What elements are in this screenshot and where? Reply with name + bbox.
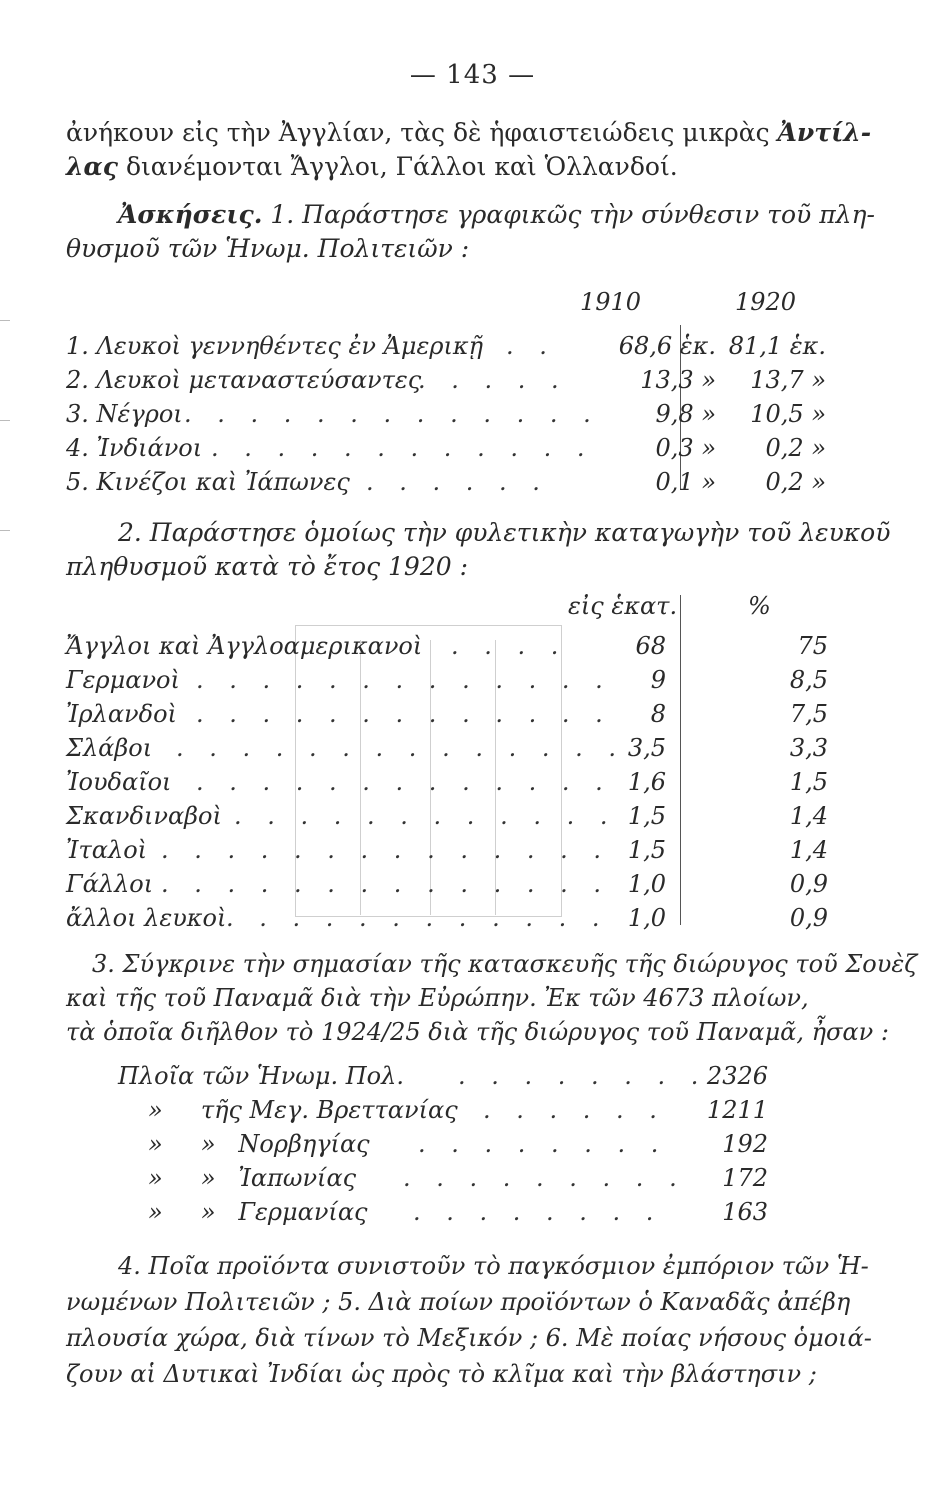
- leader-dots: . . . . . . . .: [413, 1198, 663, 1226]
- table2-row: [66, 700, 826, 730]
- margin-mark: [0, 530, 10, 537]
- table2-row: [66, 632, 826, 662]
- leader-dots: . . . . . . . . . . . . .: [184, 400, 600, 428]
- ships-row: [148, 1130, 778, 1160]
- intro-bold-word: Ἀντίλ-: [777, 118, 872, 147]
- ships-row: [118, 1062, 778, 1092]
- intro-text: διανέμονται Ἄγγλοι, Γάλλοι καὶ Ὁλλανδοί.: [118, 152, 678, 181]
- table2-row: [66, 904, 826, 934]
- exercise-1-text: 1. Παράστησε γραφικῶς τὴν σύνθεσιν τοῦ πλη-: [270, 200, 875, 229]
- leader-dots: . . . . . . . . . . . . . .: [161, 870, 610, 898]
- exercise-2-line-1: 2. Παράστησε ὁμοίως τὴν φυλετικὴν καταγωγὴν τοῦ λευκοῦ: [118, 518, 891, 547]
- ships-row-label: » » Νορβηγίας: [148, 1130, 370, 1158]
- table2-value-millions: 1,0: [627, 870, 666, 898]
- table2-row-label: Ἰρλανδοὶ: [66, 700, 177, 728]
- table2-row: [66, 666, 826, 696]
- exercise-4-line-2: νωμένων Πολιτειῶν ; 5. Διὰ ποίων προϊόντων ὁ Καναδᾶς ἀπέβη: [66, 1288, 851, 1316]
- leader-dots: . . . . . . . . . . . . .: [196, 768, 612, 796]
- ships-row: [148, 1164, 778, 1194]
- table2-value-percent: 0,9: [789, 870, 828, 898]
- table2-row-label: Ἄγγλοι καὶ Ἀγγλοαμερικανοὶ: [66, 632, 423, 660]
- table2-row-label: Ἰουδαῖοι: [66, 768, 172, 796]
- exercise-3-line-1: 3. Σύγκρινε τὴν σημασίαν τῆς κατασκευῆς τῆς διώρυγος τοῦ Σουὲζ: [92, 950, 918, 978]
- table1-header-1910: 1910: [580, 288, 642, 316]
- table1-row: [66, 400, 826, 430]
- leader-dots: . . . . . .: [366, 468, 549, 496]
- leader-dots: . . . . . . . . . . . .: [234, 802, 617, 830]
- ships-row-count: 192: [722, 1130, 768, 1158]
- table2-row-label: Σλάβοι: [66, 734, 153, 762]
- exercise-4-line-1: 4. Ποῖα προϊόντα συνιστοῦν τὸ παγκόσμιον ἐμπόριον τῶν Ἡ-: [118, 1252, 869, 1280]
- ships-row-label: Πλοῖα τῶν Ἡνωμ. Πολ.: [118, 1062, 404, 1090]
- intro-text: ἀνήκουν εἰς τὴν Ἀγγλίαν, τὰς δὲ ἡφαιστειώδεις μικρὰς: [66, 118, 778, 147]
- leader-dots: . . . . . .: [483, 1096, 666, 1124]
- leader-dots: . . . . . . . . . . . . . .: [176, 734, 625, 762]
- table1-value-1920: 13,7 »: [750, 366, 826, 394]
- table1-row: [66, 434, 826, 464]
- table2-row: [66, 768, 826, 798]
- table1-row-label: 4. Ἰνδιάνοι: [66, 434, 203, 462]
- leader-dots: . . . . .: [418, 366, 568, 394]
- table2-row-label: Σκανδιναβοὶ: [66, 802, 222, 830]
- table2-value-percent: 7,5: [789, 700, 828, 728]
- intro-bold-word: λας: [66, 152, 118, 181]
- exercise-3-line-2: καὶ τῆς τοῦ Παναμᾶ διὰ τὴν Εὐρώπην. Ἐκ τῶν 4673 πλοίων,: [66, 984, 809, 1012]
- table1-value-1920: 10,5 »: [750, 400, 826, 428]
- intro-line-1: [66, 118, 871, 147]
- leader-dots: . . . . . . . . . . . . .: [196, 666, 612, 694]
- table2-row-label: Γερμανοὶ: [66, 666, 180, 694]
- table2-value-percent: 1,4: [789, 802, 828, 830]
- margin-mark: [0, 320, 10, 327]
- ships-row-label: » » Ἰαπωνίας: [148, 1164, 357, 1192]
- table1-header-1920: 1920: [735, 288, 797, 316]
- exercise-3-line-3: τὰ ὁποῖα διῆλθον τὸ 1924/25 διὰ τῆς διώρυγος τοῦ Παναμᾶ, ἦσαν :: [66, 1018, 889, 1046]
- table1-row-label: 1. Λευκοὶ γεννηθέντες ἐν Ἀμερικῇ: [66, 332, 484, 360]
- leader-dots: . . . . . . . . . . . . . .: [161, 836, 610, 864]
- table1-row-label: 5. Κινέζοι καὶ Ἰάπωνες: [66, 468, 350, 496]
- leader-dots: . . . . . . . . . . . . .: [196, 700, 612, 728]
- table2-value-percent: 3,3: [789, 734, 828, 762]
- leader-dots: . .: [506, 332, 556, 360]
- table1-value-1910: 9,8 »: [655, 400, 716, 428]
- table2-value-percent: 75: [797, 632, 828, 660]
- leader-dots: . . . . . . . .: [418, 1130, 668, 1158]
- table2-row: [66, 802, 826, 832]
- ships-row-count: 2326: [706, 1062, 768, 1090]
- table2-header-percent: %: [748, 592, 771, 620]
- ships-row-count: 163: [722, 1198, 768, 1226]
- leader-dots: . . . . . . . . . . . .: [211, 434, 594, 462]
- ships-row-label: » τῆς Μεγ. Βρεττανίας: [148, 1096, 458, 1124]
- table1-row: [66, 366, 826, 396]
- table2-value-millions: 1,5: [627, 802, 666, 830]
- table1-value-1920: 0,2 »: [765, 434, 826, 462]
- leader-dots: . . . . . . . . .: [403, 1164, 686, 1192]
- table2-value-percent: 1,5: [789, 768, 828, 796]
- exercise-1-line-1: [118, 200, 875, 229]
- table2-value-millions: 1,0: [627, 904, 666, 932]
- table2-value-millions: 68: [635, 632, 666, 660]
- exercise-4-line-3: πλουσία χώρα, διὰ τίνων τὸ Μεξικόν ; 6. Μὲ ποίας νήσους ὁμοιά-: [66, 1324, 872, 1352]
- table2-row-label: Ἰταλοὶ: [66, 836, 148, 864]
- exercise-2-line-2: πληθυσμοῦ κατὰ τὸ ἔτος 1920 :: [66, 552, 469, 581]
- table2-value-percent: 0,9: [789, 904, 828, 932]
- exercises-heading: Ἀσκήσεις.: [118, 200, 263, 229]
- ships-row: [148, 1198, 778, 1228]
- table2-row-label: Γάλλοι: [66, 870, 154, 898]
- table2-value-millions: 8: [650, 700, 666, 728]
- table1-value-1910: 0,1 »: [655, 468, 716, 496]
- table1-row: [66, 468, 826, 498]
- table2-value-percent: 1,4: [789, 836, 828, 864]
- table2-row-label: ἄλλοι λευκοὶ: [66, 904, 227, 932]
- table2-row: [66, 836, 826, 866]
- table2-value-millions: 3,5: [627, 734, 666, 762]
- ships-row-count: 172: [722, 1164, 768, 1192]
- page-number: — 143 —: [409, 60, 536, 90]
- intro-line-2: [66, 152, 678, 181]
- table2-value-percent: 8,5: [789, 666, 828, 694]
- table1-value-1920: 0,2 »: [765, 468, 826, 496]
- table1-value-1920: 81,1 ἑκ.: [728, 332, 826, 360]
- table1-value-1910: 13,3 »: [640, 366, 716, 394]
- table2-header-millions: εἰς ἑκατ.: [568, 592, 678, 620]
- table2-value-millions: 1,6: [627, 768, 666, 796]
- table1-row-label: 3. Νέγροι: [66, 400, 183, 428]
- leader-dots: . . . .: [451, 632, 568, 660]
- table2-value-millions: 9: [650, 666, 666, 694]
- table2-value-millions: 1,5: [627, 836, 666, 864]
- table2-row: [66, 734, 826, 764]
- table1-row-label: 2. Λευκοὶ μεταναστεύσαντες: [66, 366, 422, 394]
- exercise-4-line-4: ζουν αἱ Δυτικαὶ Ἰνδίαι ὡς πρὸς τὸ κλῖμα καὶ τὴν βλάστησιν ;: [66, 1360, 817, 1388]
- margin-mark: [0, 420, 10, 427]
- exercise-1-line-2: θυσμοῦ τῶν Ἡνωμ. Πολιτειῶν :: [66, 234, 470, 263]
- ships-row-label: » » Γερμανίας: [148, 1198, 368, 1226]
- leader-dots: . . . . . . . .: [458, 1062, 708, 1090]
- ships-row-count: 1211: [706, 1096, 768, 1124]
- ships-row: [148, 1096, 778, 1126]
- table1-row: [66, 332, 826, 362]
- table1-value-1910: 0,3 »: [655, 434, 716, 462]
- leader-dots: . . . . . . . . . . . .: [226, 904, 609, 932]
- table2-row: [66, 870, 826, 900]
- table1-value-1910: 68,6 ἑκ.: [618, 332, 716, 360]
